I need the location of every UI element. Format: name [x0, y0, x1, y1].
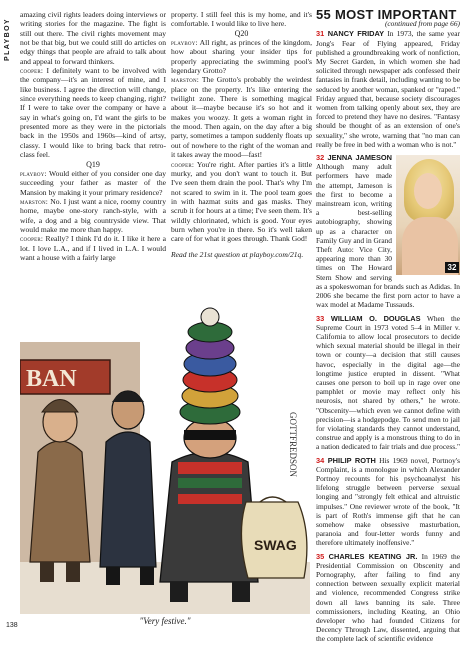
paragraph: cooper: I definitely want to be involved with the company—it's an interest of mine, and I like business. I agree the direction will change, since everything needs to keep changing, right? If I were to take over the company or have a say in what's going on, I'd want the girls to be presented more as they were in the pictorials back in the 1950s and 1960s—kind of artsy, classy. I would like to bring back that retro-class feel.: [20, 66, 166, 160]
entry-number: 32: [316, 153, 325, 163]
entry-number: 33: [316, 313, 325, 323]
paragraph: cooper: You're right. After parties it's a little murky, and you don't want to touch it. But I've seen them drain the pool. That's why I'm not scared to swim in it. The pool team goes in with hazmat suits and gas masks. They scrub it for hours at a time; I've seen them. It's wildly chlorinated, which is good. Your eyes burn when you're in there. So it's well taken care of for what it goes through. Thank God!: [171, 159, 312, 244]
section-headline: 55 MOST IMPORTANT: [316, 7, 457, 22]
entry-number: 31: [316, 29, 325, 39]
speaker-label: playboy:: [20, 168, 47, 178]
paragraph: marston: The Grotto's probably the weirdest place on the property. It's like entering the twilight zone. There is something magical about it—maybe because it's so hot and it makes you woozy. It gets a woman right in the mood. Then again, on the day after a big party, sometimes a tampon suddenly floats up out of nowhere to the right of the woman and it takes away the mood—fast!: [171, 75, 312, 160]
entry-name: CHARLES KEATING JR.: [328, 551, 418, 561]
paragraph: cooper: Really? I think I'd do it. I like it here a lot. I love L.A., and if I lived in L.A. I would want a house with a fairly large: [20, 234, 166, 262]
list-entry: 34 PHILIP ROTH His 1969 novel, Portnoy's Complaint, is a monologue in which Alexander Portnoy recounts for his psychoanalyst his lifelong struggle between perverse sexual longing and "strongly felt ethical and altruistic impulses." One reviewer wrote of the book, "It is part of Roth's immense gift that he can somehow make obsessive masturbation, paranoia and four-letter words funny and therefore ultimately inoffensive.": [316, 455, 460, 548]
photo-number-badge: 32: [445, 262, 459, 273]
list-entry: 33 WILLIAM O. DOUGLAS When the Supreme Court in 1973 voted 5–4 in Miller v. California to allow local prosecutors to decide which sexual material should be illegal in their town or county—a decision that still causes havoc, especially in the digital age—the longtime justice erupted in dissent. "What causes one person to boil up in rage over one pamphlet or movie may reflect only his neurosis, not shared by others," he wrote. "Obscenity—which even we cannot define with precision—is a hodgepodge. To send men to jail for violating standards they cannot understand, construe and apply is a monstrous thing to do in a nation dedicated to fair trials and due process.": [316, 313, 461, 452]
entry-name: PHILIP ROTH: [327, 455, 376, 465]
cartoon-caption: "Very festive.": [139, 616, 191, 626]
swag-bag: [241, 497, 306, 578]
interview-column-2: [171, 10, 312, 259]
question-number: Q20: [234, 28, 249, 38]
speaker-label: marston:: [171, 75, 200, 85]
artist-signature: GOTTFREDSON: [288, 412, 298, 478]
list-entry: 31 NANCY FRIDAY In 1973, the same year Jong's Fear of Flying appeared, Friday published a groundbreaking work of nonfiction, My Secret Garden, in which women she had solicited through newspaper ads confessed their fantasies in frank detail, including wanting to be seduced by another woman, spanked or "raped." Friday argued that, because society discourages women from talking openly about sex, they are forced to pretend they have no desires. "Fantasy should be thought of as an extension of one's sexuality," she wrote, warning that "no man can really be free in bed with a woman who is not.": [316, 29, 460, 149]
list-entry: 32 32 JENNA JAMESON Although many adult performers have made the attempt, Jameson is the first to become a mainstream icon, writing a best-selling autobiography, showing up as a character on Family Guy and in Grand Theft Auto: Vice City, appearing more than 30 times on The Howard Stern Show and serving as a spokeswoman for brands such as Adidas. In 2006 she became the first porn actor to have a wax model at Madame Tussauds.: [316, 153, 460, 310]
page-number: 138: [6, 622, 18, 629]
paragraph: playboy: Would either of you consider one day succeeding your father as master of the Mansion by making it your primary residence?: [20, 168, 166, 197]
magazine-side-logo: PLAYBOY: [4, 18, 11, 61]
continued-note: (continued from page 66): [384, 19, 460, 29]
speaker-label: cooper:: [171, 159, 195, 169]
entry-name: NANCY FRIDAY: [327, 29, 385, 39]
question-number: Q19: [86, 159, 100, 169]
bank-sign-text: BAN: [26, 366, 77, 392]
speaker-label: cooper:: [20, 234, 44, 244]
pompom: [201, 308, 219, 326]
cartoon-illustration: [20, 262, 310, 614]
eye-mask: [184, 430, 236, 440]
entry-name: WILLIAM O. DOUGLAS: [330, 313, 421, 323]
interview-column-1: [20, 10, 166, 262]
entry-number: 35: [316, 551, 325, 561]
list-entry: 35 CHARLES KEATING JR. In 1969 the Presidential Commission on Obscenity and Pornography, after failing to find any connection between sexually explicit material and violence, recommended Congress strike down all laws banning its sale. Three commissioners, including Keating, an Ohio developer who had founded Citizens for Decency Through Law, dissented, arguing that the complete lack of scientific evidence: [316, 551, 461, 644]
paragraph: amazing civil rights leaders doing interviews or writing stories for the magazine. The fight is still out there. The civil rights movement may not be that big, but we could still do articles on edgy things that people are afraid to talk about and appeal to forward thinkers.: [20, 10, 166, 66]
paragraph: playboy: All right, as princes of the kingdom, how about sharing your insider tips for properly appreciating the swimming pool's legendary Grotto?: [171, 38, 312, 76]
portrait-photo: [396, 155, 460, 275]
speaker-label: marston:: [20, 196, 49, 206]
speaker-label: cooper:: [20, 66, 44, 76]
online-link[interactable]: Read the 21st question at playboy.com/21q.: [171, 249, 304, 259]
list-column: [316, 7, 461, 648]
paragraph: marston: No. I just want a nice, roomy country home, maybe one-story ranch-style, with a wife, a dog and a big countryside view. That would make me more than happy.: [20, 196, 166, 234]
bag-label: SWAG: [254, 537, 297, 553]
entry-number: 34: [316, 455, 325, 465]
paragraph: property. I still feel this is my home, and it's comfortable. I would like to live here.: [171, 10, 312, 29]
speaker-label: playboy:: [171, 38, 198, 48]
entry-name: JENNA JAMESON: [327, 153, 392, 163]
